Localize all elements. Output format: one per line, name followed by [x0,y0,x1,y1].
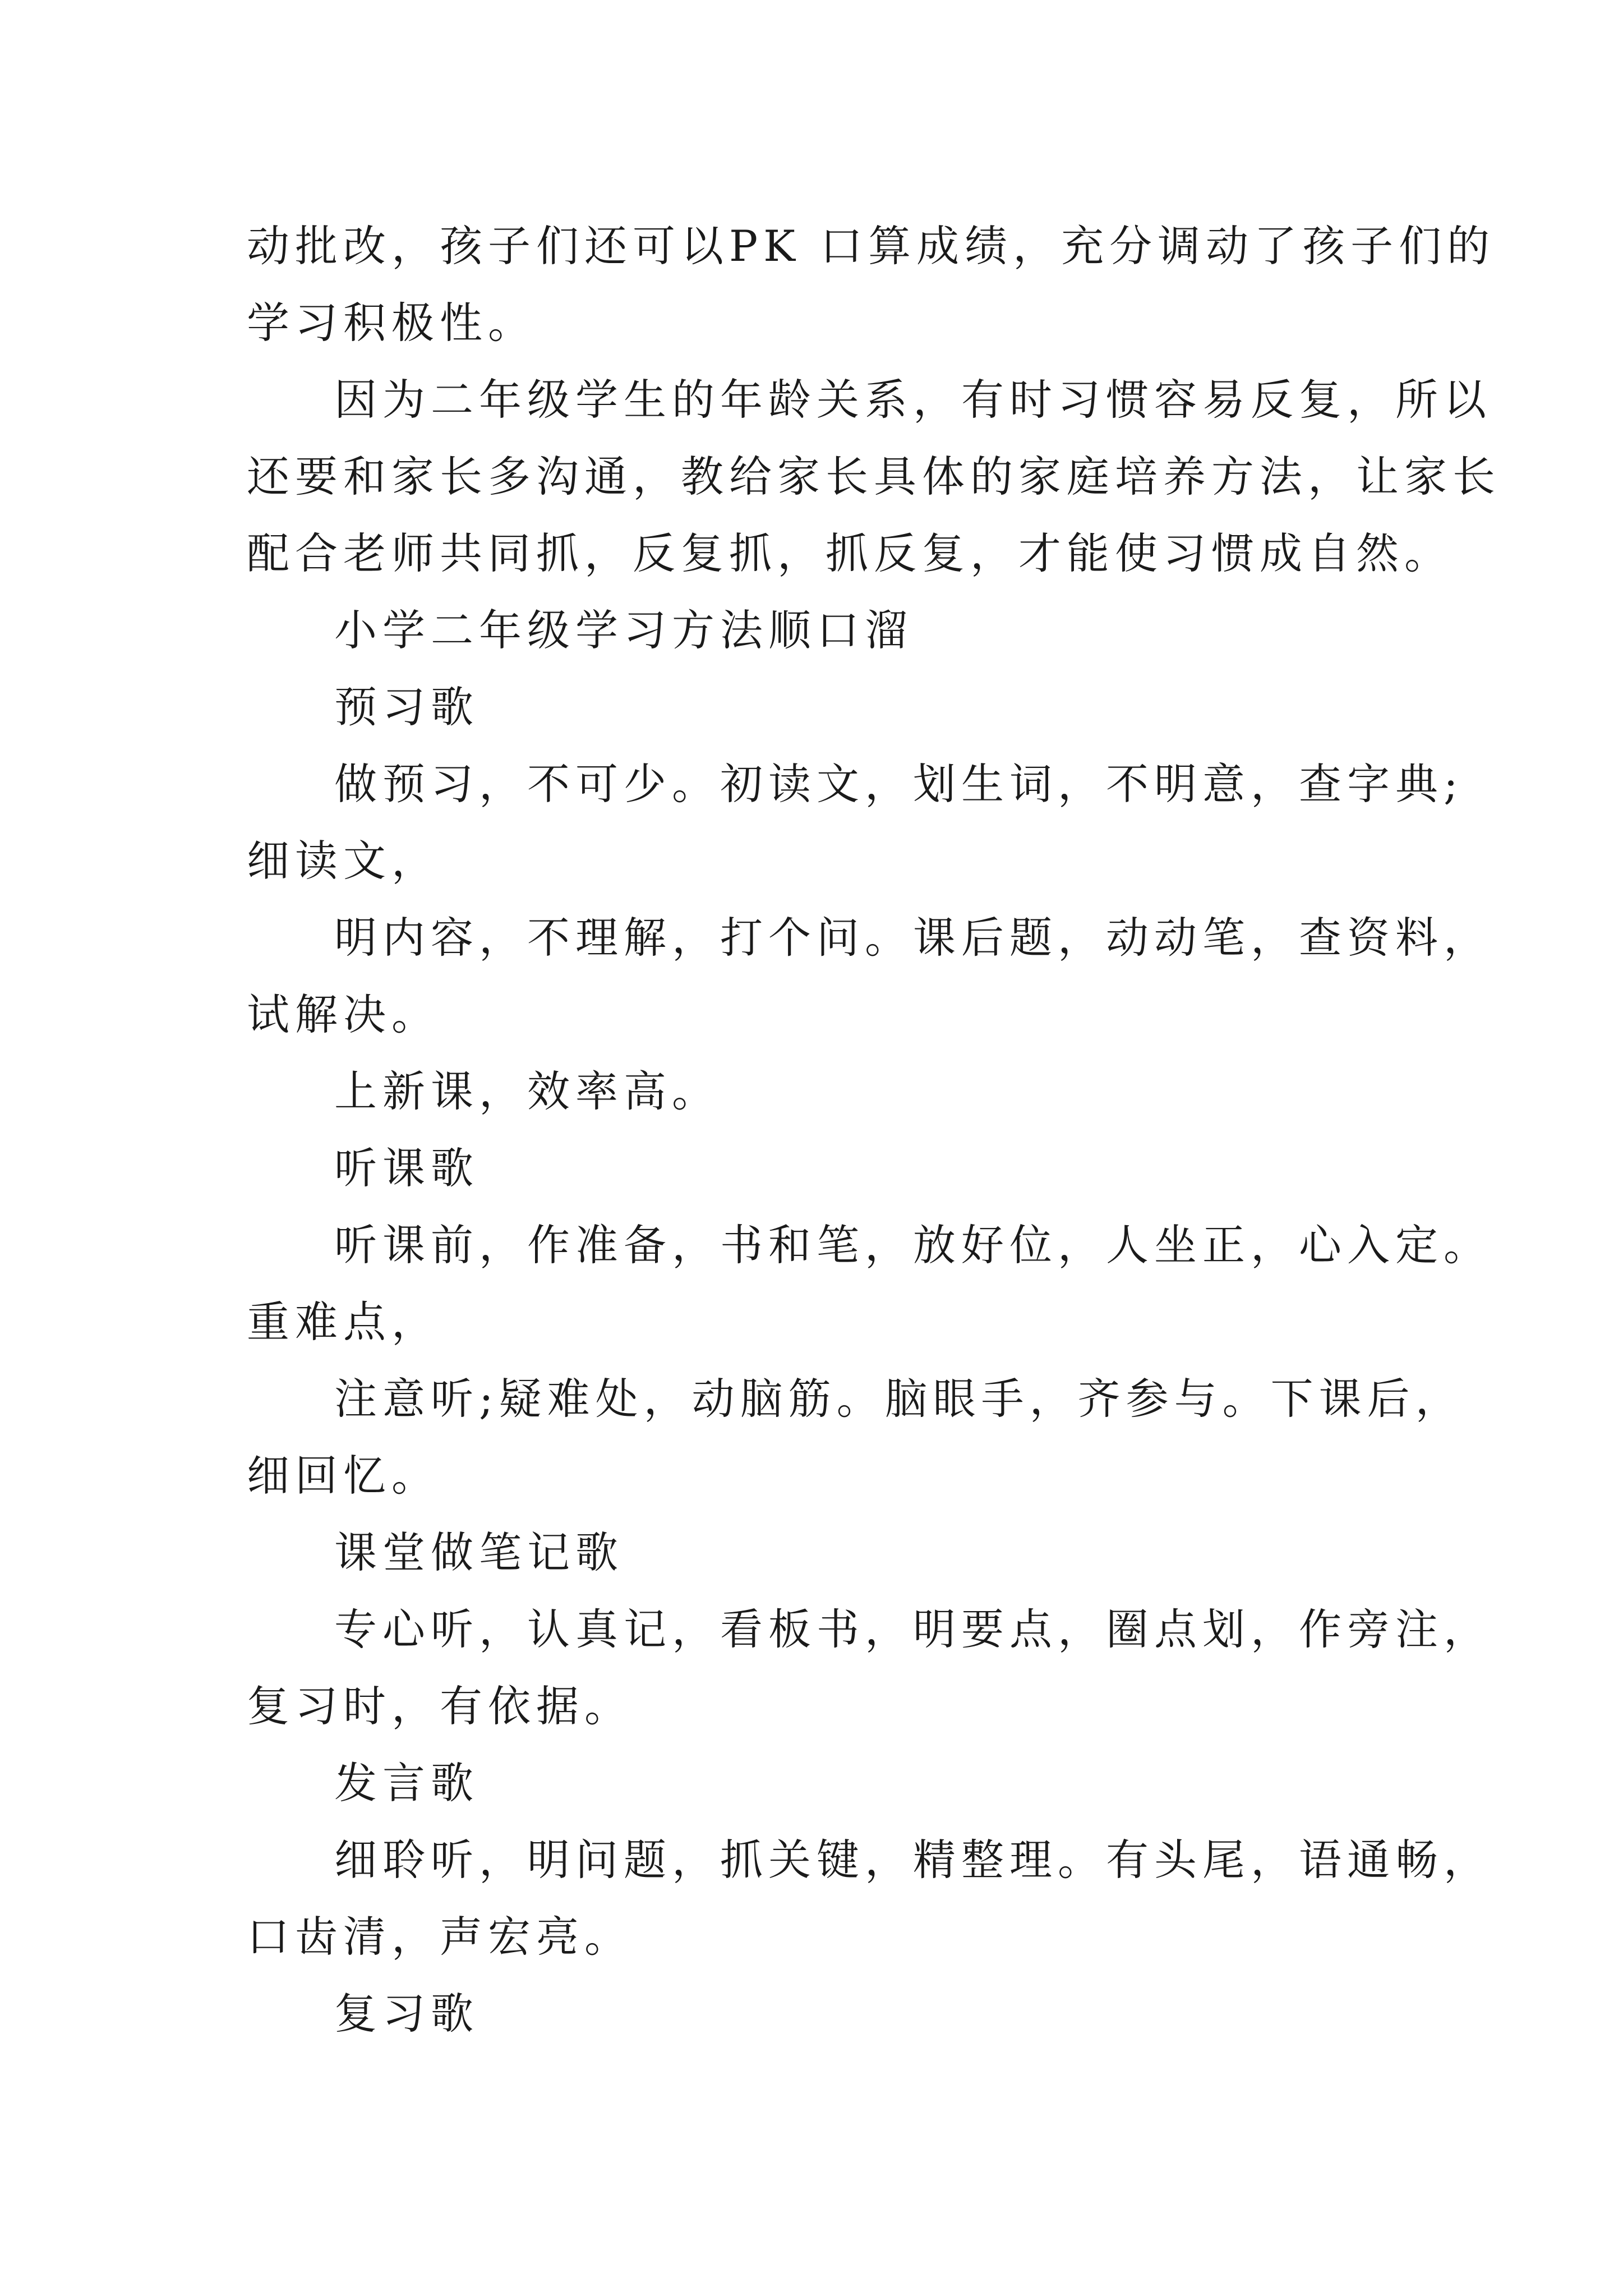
song-heading-preview: 预习歌 [334,682,479,732]
paragraph-start-line: 注意听;疑难处，动脑筋。脑眼手，齐参与。下课后， [334,1374,1464,1424]
paragraph-start-line: 专心听，认真记，看板书，明要点，圈点划，作旁注， [334,1604,1492,1654]
text-line: 配合老师共同抓，反复抓，抓反复，才能使习惯成自然。 [247,528,1453,578]
text-line: 动批改，孩子们还可以PK 口算成绩，充分调动了孩子们的 [247,221,1496,271]
section-title: 小学二年级学习方法顺口溜 [334,605,913,655]
text-line: 重难点， [247,1297,440,1347]
song-heading-review: 复习歌 [334,1989,479,2039]
text-line: 试解决。 [247,990,440,1039]
document-body [247,208,1501,2052]
song-heading-listening: 听课歌 [334,1143,479,1193]
paragraph-start-line: 做预习，不可少。初读文，划生词，不明意，查字典; [334,759,1464,809]
text-line: 复习时，有依据。 [247,1681,633,1731]
song-heading-speaking: 发言歌 [334,1758,479,1808]
text-line: 口齿清，声宏亮。 [247,1912,633,1962]
song-heading-notes: 课堂做笔记歌 [334,1527,624,1577]
paragraph-start-line: 明内容，不理解，打个问。课后题，动动笔，查资料， [334,913,1492,963]
text-line: 细回忆。 [247,1451,440,1501]
paragraph-start-line: 因为二年级学生的年龄关系，有时习惯容易反复，所以 [334,375,1492,425]
paragraph-start-line: 上新课，效率高。 [334,1066,720,1116]
text-line: 学习积极性。 [247,298,536,348]
paragraph-start-line: 细聆听，明问题，抓关键，精整理。有头尾，语通畅， [334,1835,1492,1885]
text-line: 还要和家长多沟通，教给家长具体的家庭培养方法，让家长 [247,452,1501,501]
text-line: 细读文， [247,836,440,886]
paragraph-start-line: 听课前，作准备，书和笔，放好位，人坐正，心入定。 [334,1220,1492,1270]
